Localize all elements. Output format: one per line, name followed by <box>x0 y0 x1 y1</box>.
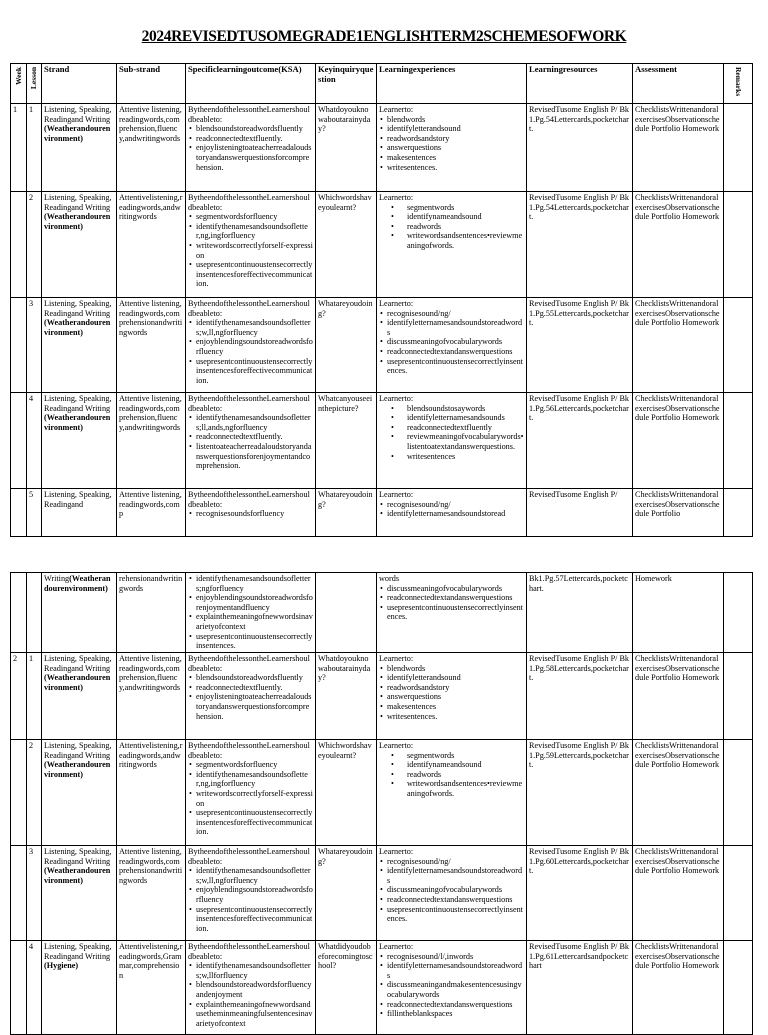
scheme-table-page-1 <box>10 63 753 537</box>
outcome-intro: BytheendofthelessontheLearnershouldbeableto: <box>188 741 310 760</box>
outcome-intro: BytheendofthelessontheLearnershouldbeableto: <box>188 847 310 866</box>
outcome-cell <box>186 653 316 740</box>
outcome-item: • usepresentcontinuoustensecorrectlyinsentencesforeffectivecommunication. <box>194 357 313 386</box>
lesson-cell: 2 <box>27 740 42 846</box>
outcome-cell <box>186 393 316 489</box>
outcome-list <box>188 866 313 933</box>
outcome-cell <box>186 298 316 393</box>
outcome-item: • enjoylisteningtoateacherreadaloudstoryandanswerquestionsforcomprehension. <box>194 692 313 721</box>
outcome-intro: BytheendofthelessontheLearnershouldbeableto: <box>188 490 310 509</box>
experiences-cell <box>377 653 527 740</box>
table-row <box>11 573 753 653</box>
experience-item: • readconnectedtextandanswerquestions <box>385 347 524 357</box>
experience-item: • recognisesound/ng/ <box>385 309 524 319</box>
outcome-list <box>188 574 313 651</box>
outcome-item: • readconnectedtextfluently. <box>194 134 313 144</box>
assessment-cell: ChecklistsWrittenandoralexercisesObservationschedule Portfolio Homework <box>633 192 724 298</box>
outcome-cell <box>186 846 316 941</box>
strand-cell <box>42 573 117 653</box>
resources-cell: Bk1.Pg.57Lettercards,pocketchart. <box>527 573 633 653</box>
resources-cell: RevisedTusome English P/ Bk1.Pg.60Lettercards,pocketchart. <box>527 846 633 941</box>
experience-item: • reviewmeaningofvocabularywords•listentoatextandanswerquestions. <box>385 432 524 451</box>
substrand-cell: rehensionandwritingwords <box>117 573 186 653</box>
experience-item: • makesentences <box>385 153 524 163</box>
remarks-cell <box>724 653 753 740</box>
week-cell <box>11 489 27 537</box>
experiences-intro: Learnerto: <box>379 847 414 856</box>
experience-item: • usepresentcontinuoustensecorrectlyinsentences. <box>385 603 524 622</box>
week-cell: 2 <box>11 653 27 740</box>
experience-item: • identifyletternamesandsoundstoreadwords <box>385 866 524 885</box>
outcome-item: • identifythenamesandsoundsofletters;ll,ands,ngforfluency <box>194 413 313 432</box>
resources-cell: RevisedTusome English P/ <box>527 489 633 537</box>
outcome-item: • writewordscorrectlyforself-expression <box>194 789 313 808</box>
experiences-list <box>379 952 524 1019</box>
outcome-intro: BytheendofthelessontheLearnershouldbeableto: <box>188 394 310 413</box>
outcome-list <box>188 673 313 721</box>
outcome-intro: BytheendofthelessontheLearnershouldbeableto: <box>188 105 310 124</box>
experiences-list <box>379 584 524 622</box>
header-remarks: Remarks <box>724 64 753 104</box>
experience-item: • recognisesound/ng/ <box>385 857 524 867</box>
strand-cell <box>42 941 117 1035</box>
lesson-cell: 4 <box>27 393 42 489</box>
strand-cell <box>42 104 117 192</box>
lesson-cell: 4 <box>27 941 42 1035</box>
outcome-intro: BytheendofthelessontheLearnershouldbeableto: <box>188 193 310 212</box>
substrand-cell: Attentive listening,readingwords,comprehension,fluency,andwritingwords <box>117 393 186 489</box>
question-cell: Whatareyoudoing? <box>316 489 377 537</box>
experiences-cell <box>377 489 527 537</box>
remarks-cell <box>724 846 753 941</box>
outcome-intro: BytheendofthelessontheLearnershouldbeableto: <box>188 299 310 318</box>
experience-item: • fillintheblankspaces <box>385 1009 524 1019</box>
experiences-intro: Learnerto: <box>379 394 414 403</box>
outcome-list <box>188 124 313 172</box>
question-cell: Whichwordshaveyoulearnt? <box>316 740 377 846</box>
strand-text: Listening, Speaking, Readingand Writing <box>44 741 112 760</box>
outcome-item: • recognisesoundsforfluency <box>194 509 313 519</box>
resources-cell: RevisedTusome English P/ Bk1.Pg.58Lettercards,pocketchart. <box>527 653 633 740</box>
outcome-list <box>188 760 313 837</box>
question-cell: Whatareyoudoing? <box>316 298 377 393</box>
resources-cell: RevisedTusome English P/ Bk1.Pg.59Lettercards,pocketchart. <box>527 740 633 846</box>
resources-cell: RevisedTusome English P/ Bk1.Pg.54Lettercards,pocketchart. <box>527 192 633 298</box>
experience-item: • blendwords <box>385 664 524 674</box>
assessment-cell: Homework <box>633 573 724 653</box>
experience-item: • answerquestions <box>385 143 524 153</box>
week-cell <box>11 573 27 653</box>
outcome-cell <box>186 192 316 298</box>
table-row <box>11 393 753 489</box>
header-resources: Learningresources <box>527 64 633 104</box>
strand-cell <box>42 489 117 537</box>
table-row <box>11 653 753 740</box>
strand-text: Listening, Speaking, Readingand Writing <box>44 299 112 318</box>
strand-cell <box>42 740 117 846</box>
lesson-cell: 3 <box>27 846 42 941</box>
substrand-cell: Attentive listening,readingwords,comprehensionandwritingwords <box>117 846 186 941</box>
experience-item: • discussmeaningofvocabularywords <box>385 337 524 347</box>
strand-cell <box>42 298 117 393</box>
lesson-cell: 3 <box>27 298 42 393</box>
outcome-cell <box>186 941 316 1035</box>
experiences-list <box>379 203 524 251</box>
outcome-item: • identifythenamesandsoundsofletters;ngforfluency <box>194 574 313 593</box>
outcome-list <box>188 212 313 289</box>
outcome-item: • blendsoundstoreadwordsfluently <box>194 124 313 134</box>
experience-item: • readwords <box>385 222 524 232</box>
experiences-list <box>379 857 524 924</box>
experience-item: • identifyletternamesandsoundstoread <box>385 509 524 519</box>
strand-theme: (Weatherandourenvironment) <box>44 124 111 143</box>
experience-item: • identifyletternamesandsoundstoreadwords <box>385 318 524 337</box>
outcome-cell <box>186 573 316 653</box>
experiences-cell <box>377 104 527 192</box>
table-row <box>11 489 753 537</box>
experience-item: • readconnectedtextandanswerquestions <box>385 895 524 905</box>
experiences-intro: Learnerto: <box>379 654 414 663</box>
experiences-intro: Learnerto: <box>379 193 414 202</box>
outcome-item: • identifythenamesandsoundsofletters;w,ll,ngforfluency <box>194 318 313 337</box>
outcome-list <box>188 509 313 519</box>
experience-item: • discussmeaningofvocabularywords <box>385 584 524 594</box>
substrand-cell: Attentive listening,readingwords,comprehensionandwritingwords <box>117 298 186 393</box>
outcome-item: • explainthemeaningofnewwordsinavarietyofcontext <box>194 612 313 631</box>
assessment-cell: ChecklistsWrittenandoralexercisesObservationschedule Portfolio Homework <box>633 941 724 1035</box>
substrand-cell: Attentivelistening,readingwords,Grammar,comprehension <box>117 941 186 1035</box>
strand-cell <box>42 653 117 740</box>
assessment-cell: ChecklistsWrittenandoralexercisesObservationschedule Portfolio Homework <box>633 104 724 192</box>
experience-item: • writewordsandsentences•reviewmeaningofwords. <box>385 231 524 250</box>
header-substrand: Sub-strand <box>117 64 186 104</box>
strand-theme: (Weatherandourenvironment) <box>44 212 111 231</box>
outcome-item: • listentoateacherreadaloudstoryandanswerquestionsforenjoymentandcomprehension. <box>194 442 313 471</box>
outcome-item: • usepresentcontinuoustensecorrectlyinsentencesforeffectivecommunication. <box>194 260 313 289</box>
lesson-cell: 1 <box>27 104 42 192</box>
outcome-list <box>188 413 313 471</box>
table-row <box>11 192 753 298</box>
strand-text: Listening, Speaking, Readingand Writing <box>44 942 112 961</box>
experience-item: • segmentwords <box>385 751 524 761</box>
experiences-cell <box>377 740 527 846</box>
strand-text: Listening, Speaking, Readingand Writing <box>44 847 112 866</box>
resources-cell: RevisedTusome English P/ Bk1.Pg.61Lettercardsandpocketchart <box>527 941 633 1035</box>
week-cell <box>11 393 27 489</box>
substrand-cell: Attentivelistening,readingwords,andwritingwords <box>117 740 186 846</box>
experiences-intro: Learnerto: <box>379 741 414 750</box>
experiences-list <box>379 115 524 173</box>
experience-item: • recognisesound/l/,inwords <box>385 952 524 962</box>
experiences-intro: Learnerto: <box>379 490 414 499</box>
strand-text: Listening, Speaking, Readingand <box>44 490 112 509</box>
lesson-cell <box>27 573 42 653</box>
experiences-cell <box>377 846 527 941</box>
experience-item: • readwordsandstory <box>385 134 524 144</box>
experiences-list <box>379 664 524 722</box>
week-cell: 1 <box>11 104 27 192</box>
experience-item: • discussmeaningandmakesentencesusingvocabularywords <box>385 980 524 999</box>
experiences-cell <box>377 192 527 298</box>
strand-cell <box>42 393 117 489</box>
experiences-cell <box>377 298 527 393</box>
outcome-item: • writewordscorrectlyforself-expression <box>194 241 313 260</box>
experience-item: • writesentences. <box>385 712 524 722</box>
week-cell <box>11 740 27 846</box>
strand-theme: (Weatherandourenvironment) <box>44 574 111 593</box>
strand-cell <box>42 846 117 941</box>
remarks-cell <box>724 192 753 298</box>
outcome-item: • enjoyblendingsoundstoreadwordsforfluency <box>194 885 313 904</box>
resources-cell: RevisedTusome English P/ Bk1.Pg.55Lettercards,pocketchart. <box>527 298 633 393</box>
experience-item: • segmentwords <box>385 203 524 213</box>
lesson-cell: 1 <box>27 653 42 740</box>
substrand-cell: Attentivelistening,readingwords,andwritingwords <box>117 192 186 298</box>
experience-item: • usepresentcontinuoustensecorrectlyinsentences. <box>385 905 524 924</box>
resources-cell: RevisedTusome English P/ Bk1.Pg.56Lettercards,pocketchart. <box>527 393 633 489</box>
question-cell: Whatdidyoudobeforecomingtoschool? <box>316 941 377 1035</box>
experience-item: • writesentences <box>385 452 524 462</box>
outcome-intro: BytheendofthelessontheLearnershouldbeableto: <box>188 942 310 961</box>
outcome-item: • identifythenamesandsoundsoflette r,ng,ingforfluency <box>194 222 313 241</box>
assessment-cell: ChecklistsWrittenandoralexercisesObservationschedule Portfolio <box>633 489 724 537</box>
question-cell: Whichwordshaveyoulearnt? <box>316 192 377 298</box>
header-strand: Strand <box>42 64 117 104</box>
header-week: Week <box>11 64 27 104</box>
header-question: Keyinquiryquestion <box>316 64 377 104</box>
strand-text: Listening, Speaking, Readingand Writing <box>44 105 112 124</box>
experience-item: • discussmeaningofvocabularywords <box>385 885 524 895</box>
resources-cell: RevisedTusome English P/ Bk1.Pg.54Lettercards,pocketchart. <box>527 104 633 192</box>
table-row <box>11 846 753 941</box>
header-experiences: Learningexperiences <box>377 64 527 104</box>
experience-item: • writewordsandsentences•reviewmeaningofwords. <box>385 779 524 798</box>
experience-item: • writesentences. <box>385 163 524 173</box>
experience-item: • readwordsandstory <box>385 683 524 693</box>
experience-item: • identifyletternamesandsounds <box>385 413 524 423</box>
substrand-cell: Attentive listening,readingwords,comp <box>117 489 186 537</box>
remarks-cell <box>724 740 753 846</box>
experiences-list <box>379 751 524 799</box>
outcome-item: • blendsoundstoreadwordsfluently <box>194 673 313 683</box>
experience-item: • blendwords <box>385 115 524 125</box>
outcome-item: • identifythenamesandsoundsofletters;w,ll,ngforfluency <box>194 866 313 885</box>
experience-item: • identifyletternamesandsoundstoreadwords <box>385 961 524 980</box>
question-cell <box>316 573 377 653</box>
experiences-intro: Learnerto: <box>379 942 414 951</box>
outcome-item: • enjoyblendingsoundstoreadwordsforfluency <box>194 337 313 356</box>
outcome-item: • identifythenamesandsoundsoflette r,ng,ingforfluency <box>194 770 313 789</box>
week-cell <box>11 192 27 298</box>
week-cell <box>11 941 27 1035</box>
question-cell: Whatcanyouseeinthepicture? <box>316 393 377 489</box>
experience-item: • usepresentcontinuoustensecorrectlyinsentences. <box>385 357 524 376</box>
experience-item: • identifyletterandsound <box>385 124 524 134</box>
assessment-cell: ChecklistsWrittenandoralexercisesObservationschedule Portfolio Homework <box>633 740 724 846</box>
substrand-cell: Attentive listening,readingwords,comprehension,fluency,andwritingwords <box>117 104 186 192</box>
table-row <box>11 298 753 393</box>
outcome-cell <box>186 104 316 192</box>
strand-theme: (Weatherandourenvironment) <box>44 318 111 337</box>
experiences-intro: Learnerto: <box>379 299 414 308</box>
header-outcome: Specificlearningoutcome(KSA) <box>186 64 316 104</box>
experience-item: • readconnectedtextfluently <box>385 423 524 433</box>
strand-cell <box>42 192 117 298</box>
scheme-table-page-2 <box>10 572 753 1035</box>
week-cell <box>11 298 27 393</box>
remarks-cell <box>724 941 753 1035</box>
header-assessment: Assessment <box>633 64 724 104</box>
question-cell: Whatdoyouknowaboutarainyday? <box>316 653 377 740</box>
experience-item: • readwords <box>385 770 524 780</box>
strand-theme: (Hygiene) <box>44 961 79 971</box>
outcome-item: • enjoyblendingsoundstoreadwordsforenjoymentandfluency <box>194 593 313 612</box>
outcome-item: • blendsoundstoreadwordsforfluencyandenjoyment <box>194 980 313 999</box>
outcome-item: • enjoylisteningtoateacherreadaloudstoryandanswerquestionsforcomprehension. <box>194 143 313 172</box>
remarks-cell <box>724 573 753 653</box>
experience-item: • identifynameandsound <box>385 760 524 770</box>
outcome-cell <box>186 740 316 846</box>
strand-text: Writing <box>44 574 70 583</box>
experiences-cell <box>377 941 527 1035</box>
experiences-cell <box>377 393 527 489</box>
experiences-list <box>379 309 524 376</box>
lesson-cell: 5 <box>27 489 42 537</box>
outcome-item: • usepresentcontinuoustensecorrectlyinsentencesforeffectivecommunication. <box>194 808 313 837</box>
outcome-list <box>188 318 313 385</box>
substrand-cell: Attentive listening,readingwords,comprehension,fluency,andwritingwords <box>117 653 186 740</box>
strand-text: Listening, Speaking, Readingand Writing <box>44 193 112 212</box>
experience-item: • identifyletterandsound <box>385 673 524 683</box>
experience-item: • makesentences <box>385 702 524 712</box>
assessment-cell: ChecklistsWrittenandoralexercisesObservationschedule Portfolio Homework <box>633 393 724 489</box>
outcome-item: • identifythenamesandsoundsofletters;w,llforfluency <box>194 961 313 980</box>
table-header-row <box>11 64 753 104</box>
table-row <box>11 104 753 192</box>
experiences-list <box>379 500 524 519</box>
strand-theme: (Weatherandourenvironment) <box>44 866 111 885</box>
outcome-item: • readconnectedtextfluently. <box>194 432 313 442</box>
lesson-cell: 2 <box>27 192 42 298</box>
experience-item: • answerquestions <box>385 692 524 702</box>
question-cell: Whatdoyouknowaboutarainyday? <box>316 104 377 192</box>
outcome-item: • usepresentcontinuoustensecorrectlyinsentencesforeffectivecommunication. <box>194 905 313 934</box>
strand-theme: (Weatherandourenvironment) <box>44 413 111 432</box>
experience-item: • readconnectedtextandanswerquestions <box>385 593 524 603</box>
assessment-cell: ChecklistsWrittenandoralexercisesObservationschedule Portfolio Homework <box>633 298 724 393</box>
outcome-item: • explainthemeaningofnewwordsandusetheminmeaningfulsentencesinavarietyofcontext <box>194 1000 313 1029</box>
question-cell: Whatareyoudoing? <box>316 846 377 941</box>
experience-item: • identifynameandsound <box>385 212 524 222</box>
experience-item: • blendsoundstosaywords <box>385 404 524 414</box>
remarks-cell <box>724 393 753 489</box>
document-title: 2024REVISEDTUSOMEGRADE1ENGLISHTERM2SCHEMESOFWORK <box>141 28 627 45</box>
outcome-list <box>188 961 313 1028</box>
strand-text: Listening, Speaking, Readingand Writing <box>44 654 112 673</box>
week-cell <box>11 846 27 941</box>
strand-theme: (Weatherandourenvironment) <box>44 673 111 692</box>
strand-theme: (Weatherandourenvironment) <box>44 760 111 779</box>
table-row <box>11 740 753 846</box>
outcome-cell <box>186 489 316 537</box>
outcome-item: • usepresentcontinuoustensecorrectlyinsentences. <box>194 632 313 651</box>
experiences-intro: words <box>379 574 400 583</box>
experience-item: • recognisesound/ng/ <box>385 500 524 510</box>
outcome-item: • readconnectedtextfluently. <box>194 683 313 693</box>
remarks-cell <box>724 104 753 192</box>
assessment-cell: ChecklistsWrittenandoralexercisesObservationschedule Portfolio Homework <box>633 653 724 740</box>
experience-item: • readconnectedtextandanswerquestions <box>385 1000 524 1010</box>
remarks-cell <box>724 298 753 393</box>
strand-text: Listening, Speaking, Readingand Writing <box>44 394 112 413</box>
experiences-cell <box>377 573 527 653</box>
header-lesson: Lesson <box>27 64 42 104</box>
experiences-intro: Learnerto: <box>379 105 414 114</box>
assessment-cell: ChecklistsWrittenandoralexercisesObservationschedule Portfolio Homework <box>633 846 724 941</box>
remarks-cell <box>724 489 753 537</box>
table-row <box>11 941 753 1035</box>
outcome-item: • segmentwordsforfluency <box>194 212 313 222</box>
outcome-item: • segmentwordsforfluency <box>194 760 313 770</box>
experiences-list <box>379 404 524 462</box>
outcome-intro: BytheendofthelessontheLearnershouldbeableto: <box>188 654 310 673</box>
